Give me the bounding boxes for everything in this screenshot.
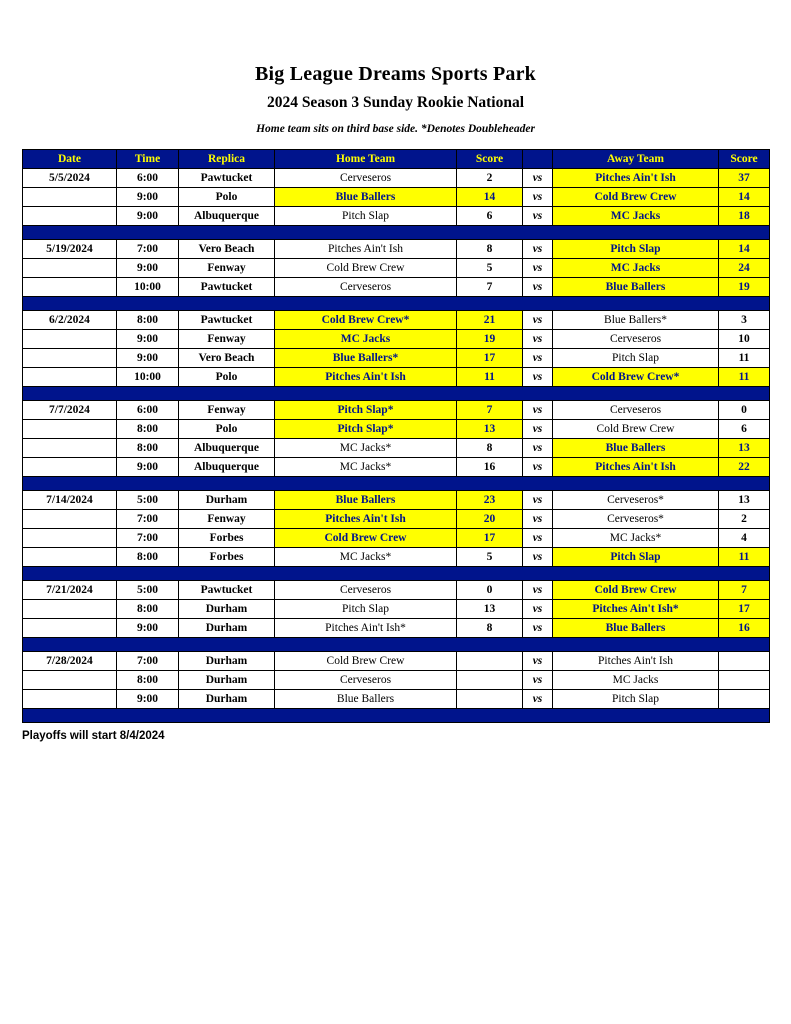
group-separator: [23, 297, 770, 311]
cell-away-team: Cerveseros*: [553, 510, 719, 529]
cell-away-score: 16: [719, 619, 770, 638]
cell-away-team: Pitches Ain't Ish: [553, 169, 719, 188]
group-separator: [23, 709, 770, 723]
cell-vs: vs: [523, 510, 553, 529]
footer-note: Playoffs will start 8/4/2024: [22, 730, 165, 743]
column-header-home-score: Score: [457, 150, 523, 169]
cell-home-team: MC Jacks*: [275, 548, 457, 567]
cell-home-team: Blue Ballers*: [275, 349, 457, 368]
cell-home-team: Cold Brew Crew: [275, 259, 457, 278]
cell-replica: Durham: [179, 671, 275, 690]
cell-date: 5/5/2024: [23, 169, 117, 188]
cell-time: 5:00: [117, 581, 179, 600]
cell-replica: Durham: [179, 619, 275, 638]
cell-replica: Vero Beach: [179, 349, 275, 368]
cell-time: 6:00: [117, 401, 179, 420]
cell-home-team: Cerveseros: [275, 671, 457, 690]
cell-away-score: 3: [719, 311, 770, 330]
cell-home-score: 13: [457, 600, 523, 619]
cell-away-score: [719, 652, 770, 671]
table-row: [23, 349, 770, 368]
cell-away-score: 37: [719, 169, 770, 188]
cell-vs: vs: [523, 420, 553, 439]
table-row: [23, 548, 770, 567]
group-separator-cell: [23, 226, 770, 240]
cell-replica: Fenway: [179, 259, 275, 278]
cell-date: [23, 207, 117, 226]
table-row: [23, 278, 770, 297]
cell-home-score: 5: [457, 259, 523, 278]
cell-home-team: Pitch Slap: [275, 207, 457, 226]
cell-home-team: MC Jacks*: [275, 439, 457, 458]
cell-home-score: 2: [457, 169, 523, 188]
cell-replica: Fenway: [179, 510, 275, 529]
table-row: [23, 690, 770, 709]
table-row: [23, 401, 770, 420]
cell-away-score: 19: [719, 278, 770, 297]
cell-away-score: 0: [719, 401, 770, 420]
cell-away-team: Blue Ballers: [553, 278, 719, 297]
cell-replica: Fenway: [179, 401, 275, 420]
cell-time: 7:00: [117, 510, 179, 529]
cell-vs: vs: [523, 529, 553, 548]
cell-home-score: 6: [457, 207, 523, 226]
cell-away-team: Pitches Ain't Ish*: [553, 600, 719, 619]
group-separator: [23, 226, 770, 240]
cell-vs: vs: [523, 619, 553, 638]
page-subtitle: 2024 Season 3 Sunday Rookie National: [266, 94, 525, 111]
cell-home-team: Pitches Ain't Ish: [275, 240, 457, 259]
cell-away-team: Cold Brew Crew: [553, 420, 719, 439]
cell-away-team: Pitch Slap: [553, 240, 719, 259]
cell-replica: Polo: [179, 188, 275, 207]
cell-replica: Albuquerque: [179, 439, 275, 458]
cell-away-score: 4: [719, 529, 770, 548]
cell-away-score: 17: [719, 600, 770, 619]
group-separator-cell: [23, 638, 770, 652]
cell-date: [23, 458, 117, 477]
cell-date: [23, 330, 117, 349]
cell-date: [23, 690, 117, 709]
cell-replica: Forbes: [179, 529, 275, 548]
table-row: [23, 188, 770, 207]
cell-vs: vs: [523, 581, 553, 600]
page-title: Big League Dreams Sports Park: [255, 63, 536, 85]
table-row: [23, 368, 770, 387]
cell-home-team: Pitches Ain't Ish: [275, 510, 457, 529]
table-row: [23, 240, 770, 259]
cell-away-team: Cerveseros: [553, 401, 719, 420]
cell-vs: vs: [523, 259, 553, 278]
cell-vs: vs: [523, 278, 553, 297]
table-row: [23, 671, 770, 690]
cell-time: 8:00: [117, 439, 179, 458]
cell-replica: Forbes: [179, 548, 275, 567]
cell-away-team: Pitch Slap: [553, 349, 719, 368]
cell-time: 9:00: [117, 458, 179, 477]
cell-time: 8:00: [117, 548, 179, 567]
cell-replica: Durham: [179, 652, 275, 671]
cell-replica: Durham: [179, 690, 275, 709]
cell-away-team: Cold Brew Crew: [553, 581, 719, 600]
cell-home-score: 13: [457, 420, 523, 439]
column-header-replica: Replica: [179, 150, 275, 169]
cell-home-team: Blue Ballers: [275, 491, 457, 510]
cell-replica: Polo: [179, 420, 275, 439]
cell-date: [23, 529, 117, 548]
cell-time: 9:00: [117, 690, 179, 709]
group-separator-cell: [23, 567, 770, 581]
column-header-date: Date: [23, 150, 117, 169]
cell-time: 6:00: [117, 169, 179, 188]
cell-away-score: 18: [719, 207, 770, 226]
cell-away-team: Pitches Ain't Ish: [553, 652, 719, 671]
cell-time: 9:00: [117, 188, 179, 207]
cell-date: [23, 671, 117, 690]
cell-vs: vs: [523, 169, 553, 188]
cell-home-score: [457, 690, 523, 709]
cell-time: 8:00: [117, 671, 179, 690]
table-row: [23, 510, 770, 529]
cell-replica: Fenway: [179, 330, 275, 349]
cell-replica: Durham: [179, 600, 275, 619]
cell-date: [23, 420, 117, 439]
cell-away-team: MC Jacks: [553, 207, 719, 226]
table-row: [23, 458, 770, 477]
cell-home-team: Blue Ballers: [275, 690, 457, 709]
cell-home-score: 7: [457, 401, 523, 420]
cell-date: [23, 368, 117, 387]
group-separator: [23, 387, 770, 401]
cell-home-score: 17: [457, 349, 523, 368]
schedule-table-wrapper: [22, 149, 769, 723]
cell-home-team: Cerveseros: [275, 169, 457, 188]
cell-away-team: Cold Brew Crew: [553, 188, 719, 207]
cell-away-team: Blue Ballers: [553, 439, 719, 458]
cell-home-score: 16: [457, 458, 523, 477]
cell-time: 9:00: [117, 259, 179, 278]
column-header-vs: [523, 150, 553, 169]
cell-replica: Durham: [179, 491, 275, 510]
cell-home-team: Cerveseros: [275, 581, 457, 600]
cell-vs: vs: [523, 207, 553, 226]
cell-away-score: 7: [719, 581, 770, 600]
cell-home-score: [457, 652, 523, 671]
cell-home-score: [457, 671, 523, 690]
cell-home-team: Cerveseros: [275, 278, 457, 297]
cell-home-team: Cold Brew Crew: [275, 529, 457, 548]
table-row: [23, 600, 770, 619]
cell-replica: Pawtucket: [179, 169, 275, 188]
cell-away-score: 6: [719, 420, 770, 439]
column-header-home-team: Home Team: [275, 150, 457, 169]
group-separator-cell: [23, 297, 770, 311]
table-row: [23, 491, 770, 510]
cell-date: [23, 349, 117, 368]
cell-home-score: 20: [457, 510, 523, 529]
cell-home-team: Pitch Slap*: [275, 401, 457, 420]
cell-away-score: 2: [719, 510, 770, 529]
cell-date: 5/19/2024: [23, 240, 117, 259]
group-separator: [23, 477, 770, 491]
cell-date: [23, 278, 117, 297]
cell-home-score: 8: [457, 240, 523, 259]
cell-home-score: 19: [457, 330, 523, 349]
cell-time: 9:00: [117, 349, 179, 368]
group-separator: [23, 567, 770, 581]
cell-away-score: 11: [719, 548, 770, 567]
table-row: [23, 439, 770, 458]
cell-home-score: 8: [457, 439, 523, 458]
group-separator-cell: [23, 477, 770, 491]
cell-replica: Albuquerque: [179, 458, 275, 477]
column-header-away-team: Away Team: [553, 150, 719, 169]
group-separator-cell: [23, 709, 770, 723]
cell-vs: vs: [523, 671, 553, 690]
table-row: [23, 529, 770, 548]
cell-away-team: Cold Brew Crew*: [553, 368, 719, 387]
table-head: [23, 150, 770, 169]
cell-away-score: 22: [719, 458, 770, 477]
cell-home-team: Cold Brew Crew*: [275, 311, 457, 330]
header-row: [23, 150, 770, 169]
cell-home-team: Pitch Slap: [275, 600, 457, 619]
cell-time: 7:00: [117, 529, 179, 548]
cell-replica: Polo: [179, 368, 275, 387]
cell-away-team: Cerveseros*: [553, 491, 719, 510]
group-separator-cell: [23, 387, 770, 401]
cell-vs: vs: [523, 311, 553, 330]
cell-date: [23, 600, 117, 619]
cell-time: 9:00: [117, 619, 179, 638]
table-row: [23, 169, 770, 188]
cell-home-score: 8: [457, 619, 523, 638]
cell-home-score: 23: [457, 491, 523, 510]
cell-vs: vs: [523, 240, 553, 259]
cell-vs: vs: [523, 458, 553, 477]
cell-vs: vs: [523, 491, 553, 510]
cell-home-team: MC Jacks*: [275, 458, 457, 477]
cell-home-score: 0: [457, 581, 523, 600]
table-row: [23, 619, 770, 638]
cell-time: 8:00: [117, 600, 179, 619]
cell-home-team: MC Jacks: [275, 330, 457, 349]
cell-home-team: Pitch Slap*: [275, 420, 457, 439]
cell-away-team: Pitches Ain't Ish: [553, 458, 719, 477]
table-row: [23, 259, 770, 278]
cell-away-score: 14: [719, 240, 770, 259]
document-header: [0, 0, 791, 136]
table-row: [23, 207, 770, 226]
cell-away-score: [719, 690, 770, 709]
cell-vs: vs: [523, 652, 553, 671]
cell-away-score: 11: [719, 349, 770, 368]
cell-vs: vs: [523, 401, 553, 420]
cell-replica: Pawtucket: [179, 278, 275, 297]
cell-home-score: 14: [457, 188, 523, 207]
cell-vs: vs: [523, 188, 553, 207]
cell-away-team: Pitch Slap: [553, 690, 719, 709]
cell-home-score: 21: [457, 311, 523, 330]
cell-time: 8:00: [117, 311, 179, 330]
cell-date: 7/7/2024: [23, 401, 117, 420]
table-row: [23, 311, 770, 330]
cell-date: [23, 439, 117, 458]
group-separator: [23, 638, 770, 652]
cell-date: [23, 619, 117, 638]
cell-date: 7/28/2024: [23, 652, 117, 671]
column-header-away-score: Score: [719, 150, 770, 169]
cell-home-score: 5: [457, 548, 523, 567]
cell-away-team: Pitch Slap: [553, 548, 719, 567]
cell-time: 9:00: [117, 330, 179, 349]
cell-vs: vs: [523, 349, 553, 368]
cell-date: [23, 259, 117, 278]
cell-away-score: 14: [719, 188, 770, 207]
cell-time: 5:00: [117, 491, 179, 510]
cell-vs: vs: [523, 548, 553, 567]
cell-time: 10:00: [117, 368, 179, 387]
table-body: [23, 169, 770, 723]
table-row: [23, 330, 770, 349]
cell-date: [23, 510, 117, 529]
cell-vs: vs: [523, 690, 553, 709]
cell-away-team: MC Jacks: [553, 259, 719, 278]
cell-away-score: 10: [719, 330, 770, 349]
cell-away-score: 24: [719, 259, 770, 278]
cell-home-team: Blue Ballers: [275, 188, 457, 207]
cell-home-score: 11: [457, 368, 523, 387]
cell-home-team: Pitches Ain't Ish*: [275, 619, 457, 638]
cell-away-team: MC Jacks*: [553, 529, 719, 548]
cell-date: [23, 188, 117, 207]
cell-home-score: 17: [457, 529, 523, 548]
cell-home-team: Cold Brew Crew: [275, 652, 457, 671]
cell-date: [23, 548, 117, 567]
cell-vs: vs: [523, 600, 553, 619]
cell-time: 7:00: [117, 652, 179, 671]
cell-date: 7/14/2024: [23, 491, 117, 510]
table-row: [23, 581, 770, 600]
cell-replica: Albuquerque: [179, 207, 275, 226]
cell-home-team: Pitches Ain't Ish: [275, 368, 457, 387]
cell-time: 7:00: [117, 240, 179, 259]
cell-date: 7/21/2024: [23, 581, 117, 600]
column-header-time: Time: [117, 150, 179, 169]
header-note: Home team sits on third base side. *Denotes Doubleheader: [256, 122, 535, 135]
cell-away-team: Blue Ballers*: [553, 311, 719, 330]
cell-away-score: [719, 671, 770, 690]
cell-home-score: 7: [457, 278, 523, 297]
cell-replica: Pawtucket: [179, 311, 275, 330]
cell-away-team: Blue Ballers: [553, 619, 719, 638]
cell-vs: vs: [523, 439, 553, 458]
cell-time: 10:00: [117, 278, 179, 297]
cell-replica: Vero Beach: [179, 240, 275, 259]
cell-away-score: 13: [719, 491, 770, 510]
cell-away-score: 11: [719, 368, 770, 387]
cell-away-team: Cerveseros: [553, 330, 719, 349]
cell-away-score: 13: [719, 439, 770, 458]
cell-vs: vs: [523, 330, 553, 349]
cell-away-team: MC Jacks: [553, 671, 719, 690]
cell-time: 9:00: [117, 207, 179, 226]
cell-replica: Pawtucket: [179, 581, 275, 600]
table-row: [23, 420, 770, 439]
schedule-table: [22, 149, 770, 723]
table-row: [23, 652, 770, 671]
cell-vs: vs: [523, 368, 553, 387]
cell-time: 8:00: [117, 420, 179, 439]
cell-date: 6/2/2024: [23, 311, 117, 330]
